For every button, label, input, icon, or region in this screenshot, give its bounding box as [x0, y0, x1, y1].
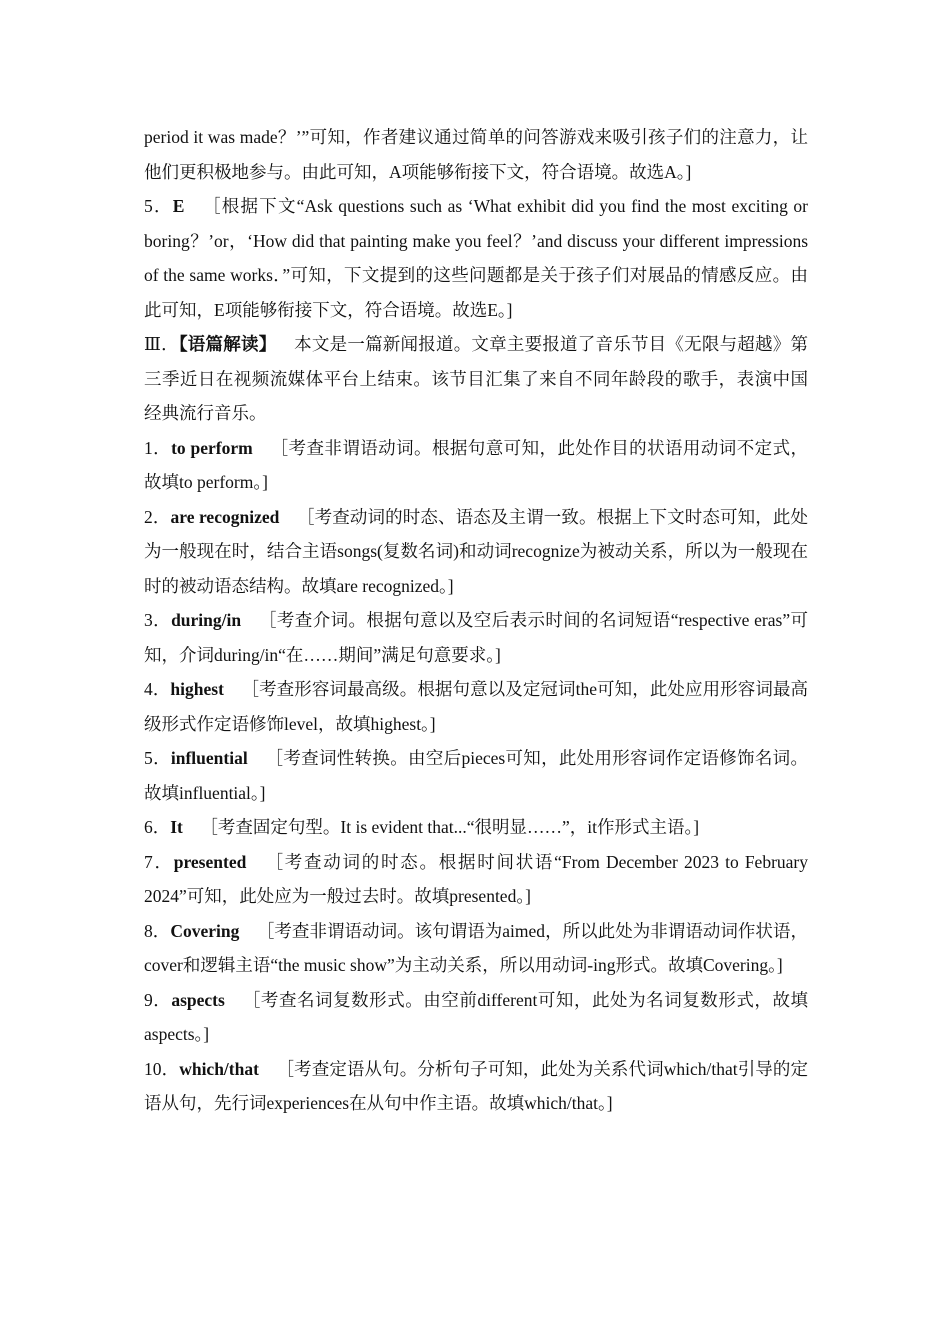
item-answer: presented — [173, 851, 247, 872]
item-text: period it was made？’”可知，作者建议通过简单的问答游戏来吸引孩子们的注意力，让他们更积极地参与。由此可知，A项能够衔接下文，符合语境。故选A。] — [144, 127, 808, 182]
item-answer: highest — [170, 679, 224, 699]
item-number: 6． — [144, 817, 171, 837]
item-answer: It — [170, 817, 183, 837]
item-answer: Covering — [170, 920, 240, 941]
item-text: ［根据下文“Ask questions such as ‘What exhibit did you find the most exciting or boring？’or，‘How did that painting make you feel？’and discuss your different impressions of the same works．”可知，下文提到的这些问题都是关于孩子们对展品的情感反应。由此可知，E项能够衔接下文，符合语境。故选E。] — [144, 196, 808, 320]
answer-item-8 — [144, 914, 808, 983]
answer-item-9 — [144, 983, 808, 1052]
answer-item-6 — [144, 810, 808, 845]
item-text: ［考查固定句型。It is evident that...“很明显……”，it作形式主语。] — [200, 817, 700, 837]
item-answer: which/that — [179, 1058, 259, 1079]
item-answer: influential — [170, 748, 248, 768]
item-text: ［考查非谓语动词。根据句意可知，此处作目的状语用动词不定式，故填to perform。] — [144, 437, 808, 492]
item-text: ［考查形容词最高级。根据句意以及定冠词the可知，此处应用形容词最高级形式作定语修饰level，故填highest。] — [144, 679, 808, 734]
prev-item-4-continuation — [144, 120, 808, 189]
item-text: ［考查名词复数形式。由空前different可知，此处为名词复数形式，故填aspects。] — [144, 989, 808, 1044]
answer-item-10 — [144, 1052, 808, 1121]
item-number: 9． — [144, 989, 172, 1010]
item-text: ［考查词性转换。由空后pieces可知，此处用形容词作定语修饰名词。故填influential。] — [144, 748, 808, 803]
section-3-intro — [144, 327, 808, 431]
item-answer: to perform — [171, 437, 253, 458]
passage-interpretation-tag: 【语篇解读】 — [178, 334, 277, 354]
item-answer: aspects — [171, 989, 225, 1010]
item-number: 8． — [144, 920, 171, 941]
item-number: 5． — [144, 196, 173, 216]
item-text: ［考查动词的时态。根据时间状语“From December 2023 to February 2024”可知，此处应为一般过去时。故填presented。] — [144, 851, 808, 906]
item-text: ［考查介词。根据句意以及空后表示时间的名词短语“respective eras”可知，介词during/in“在……期间”满足句意要求。] — [144, 610, 809, 665]
answer-item-1 — [144, 431, 808, 500]
answer-item-3 — [144, 603, 808, 672]
item-answer: during/in — [171, 610, 242, 630]
item-text: ［考查动词的时态、语态及主谓一致。根据上下文时态可知，此处为一般现在时，结合主语songs(复数名词)和动词recognize为被动关系，所以为一般现在时的被动语态结构。故填are recognized。] — [144, 506, 809, 596]
item-text: ［考查定语从句。分析句子可知，此处为关系代词which/that引导的定语从句，先行词experiences在从句中作主语。故填which/that。] — [144, 1058, 808, 1113]
answer-item-7 — [144, 845, 808, 914]
item-number: 4． — [144, 679, 171, 699]
item-number: 2． — [144, 506, 171, 527]
item-number: 1． — [144, 437, 172, 458]
item-number: 5． — [144, 748, 171, 768]
prev-item-5 — [144, 189, 808, 327]
answer-item-4 — [144, 672, 808, 741]
intro-text: 本文是一篇新闻报道。文章主要报道了音乐节目《无限与超越》第三季近日在视频流媒体平台上结束。该节目汇集了来自不同年龄段的歌手，表演中国经典流行音乐。 — [144, 334, 808, 423]
item-number: 3． — [144, 610, 172, 630]
item-text: ［考查非谓语动词。该句谓语为aimed，所以此处为非谓语动词作状语，cover和逻辑主语“the music show”为主动关系，所以用动词-ing形式。故填Covering。] — [144, 920, 808, 975]
answer-item-2 — [144, 500, 808, 604]
answer-explanation-page — [144, 120, 808, 1121]
answer-item-5 — [144, 741, 808, 810]
item-number: 7． — [144, 851, 174, 872]
section-numeral: Ⅲ． — [144, 334, 179, 354]
item-number: 10． — [144, 1058, 180, 1079]
item-answer: are recognized — [170, 506, 280, 527]
item-answer: E — [172, 196, 185, 216]
